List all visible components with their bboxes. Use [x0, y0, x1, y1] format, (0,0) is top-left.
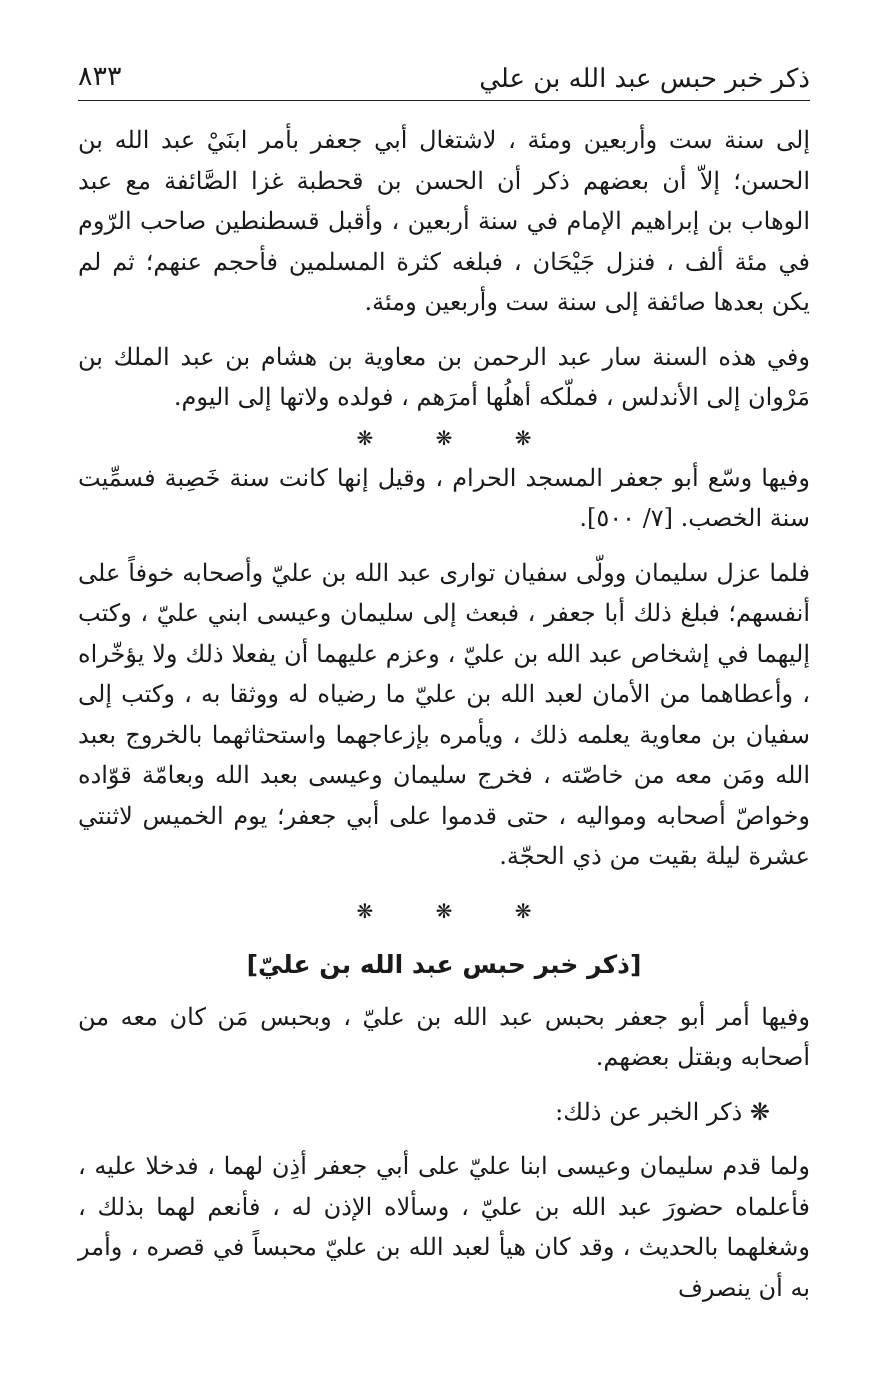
separator-stars-1: ❋ ❋ ❋ — [356, 425, 560, 450]
paragraph-1: إلى سنة ست وأربعين ومئة ، لاشتغال أبي جعفر بأمر ابنَيْ عبد الله بن الحسن؛ إلاّ أن بعضهم ذكر أن الحسن بن قحطبة غزا الصَّائفة مع عبد الوهاب بن إبراهيم الإمام في سنة أربعين ، وأقبل قسطنطين صاحب الرّوم في مئة ألف ، فنزل جَيْحَان ، فبلغه كثرة المسلمين فأحجم عنهم؛ ثم لم يكن بعدها صائفة إلى سنة ست وأربعين ومئة. — [78, 126, 810, 316]
main-text — [78, 120, 810, 1308]
paragraph-5: وفيها أمر أبو جعفر بحبس عبد الله بن عليّ ، وبحبس مَن كان معه من أصحابه وبقتل بعضهم. — [78, 1002, 810, 1071]
paragraph-3: وفيها وسّع أبو جعفر المسجد الحرام ، وقيل إنها كانت سنة خَصِبة فسمِّيت سنة الخصب. [٧/ ٥٠٠]. — [78, 463, 810, 532]
section-heading: [ذكر خبر حبس عبد الله بن عليّ] — [246, 949, 642, 979]
paragraph-4: فلما عزل سليمان وولّى سفيان توارى عبد الله بن عليّ وأصحابه خوفاً على أنفسهم؛ فبلغ ذلك أبا جعفر ، فبعث إلى سليمان وعيسى ابني عليّ ، وكتب إليهما في إشخاص عبد الله بن عليّ ، وعزم عليهما أن يفعلا ذلك ولا يؤخّراه ، وأعطاهما من الأمان لعبد الله بن عليّ ما رضياه له ووثقا به ، وكتب إلى سفيان بن معاوية يعلمه ذلك ، ويأمره بإزعاجهما واستحثاثهما بالخروج بعبد الله ومَن معه من خاصّته ، فخرج سليمان وعيسى بعبد الله وبعامّة قوّاده وخواصّ أصحابه ومواليه ، حتى قدموا على أبي جعفر؛ يوم الخميس لاثنتي عشرة ليلة بقيت من ذي الحجّة. — [78, 558, 810, 870]
paragraph-2: وفي هذه السنة سار عبد الرحمن بن معاوية بن هشام بن عبد الملك بن مَرْوان إلى الأندلس ، فملّكه أهلُها أمرَهم ، فولده ولاتها إلى اليوم. — [78, 342, 810, 411]
paragraph-6: ولما قدم سليمان وعيسى ابنا عليّ على أبي جعفر أذِن لهما ، فدخلا عليه ، فأعلماه حضورَ عبد الله بن عليّ ، وسألاه الإذن له ، فأنعم لهما بذلك ، وشغلهما بالحديث ، وقد كان هيأ لعبد الله بن عليّ محبساً في قصره ، وأمر به أن ينصرف — [78, 1152, 810, 1302]
header-title: ذكر خبر حبس عبد الله بن علي — [479, 64, 810, 94]
report-note: ❋ ذكر الخبر عن ذلك: — [555, 1097, 770, 1126]
separator-stars-2: ❋ ❋ ❋ — [356, 898, 560, 923]
page-number: ٨٣٣ — [78, 61, 122, 92]
running-header — [78, 56, 810, 101]
